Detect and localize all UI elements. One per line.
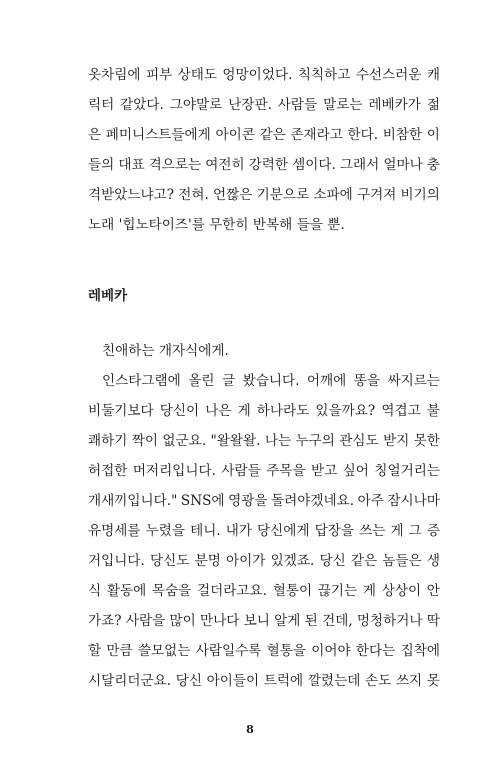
text-line: 할 만큼 쓸모없는 사람일수록 혈통을 이어야 한다는 집착에 <box>88 643 440 659</box>
text-line: 허접한 머저리입니다. 사람들 주목을 받고 싶어 칭얼거리는 <box>88 463 440 479</box>
text-line: 옷차림에 피부 상태도 엉망이었다. 칙칙하고 수선스러운 캐 <box>88 67 440 83</box>
section-heading: 레베카 <box>88 288 128 304</box>
letter-salutation: 친애하는 개자식에게. <box>102 343 229 359</box>
text-line: 들의 대표 격으로는 여전히 강력한 셈이다. 그래서 얼마나 충 <box>88 157 440 173</box>
text-line: 개새끼입니다." SNS에 영광을 돌려야겠네요. 아주 잠시나마 <box>88 493 440 509</box>
letter-body <box>88 336 440 696</box>
text-line: 격받았느냐고? 전혀. 언짢은 기분으로 소파에 구겨져 비기의 <box>88 187 440 203</box>
text-line: 은 페미니스트들에게 아이콘 같은 존재라고 한다. 비참한 이 <box>88 127 440 143</box>
text-line: 릭터 같았다. 그야말로 난장판. 사람들 말로는 레베카가 젊 <box>88 97 440 113</box>
opening-paragraph <box>88 60 440 240</box>
text-line: 인스타그램에 올린 글 봤습니다. 어깨에 똥을 싸지르는 <box>102 373 440 389</box>
text-line: 비둘기보다 당신이 나은 게 하나라도 있을까요? 역겹고 불 <box>88 403 440 419</box>
text-line: 시달리더군요. 당신 아이들이 트럭에 깔렸는데 손도 쓰지 못 <box>88 673 440 689</box>
text-line: 가죠? 사람을 많이 만나다 보니 알게 된 건데, 멍청하거나 딱 <box>88 613 440 629</box>
text-line: 식 활동에 목숨을 걸더라고요. 혈통이 끊기는 게 상상이 안 <box>88 583 440 599</box>
text-line: 거입니다. 당신도 분명 아이가 있겠죠. 당신 같은 놈들은 생 <box>88 553 440 569</box>
page-number: 8 <box>246 723 254 736</box>
text-line: 쾌하기 짝이 없군요. "왈왈왈. 나는 누구의 관심도 받지 못한 <box>88 433 440 449</box>
text-line: 유명세를 누렸을 테니. 내가 당신에게 답장을 쓰는 게 그 증 <box>88 523 440 539</box>
text-line: 노래 '힙노타이즈'를 무한히 반복해 들을 뿐. <box>88 217 345 233</box>
